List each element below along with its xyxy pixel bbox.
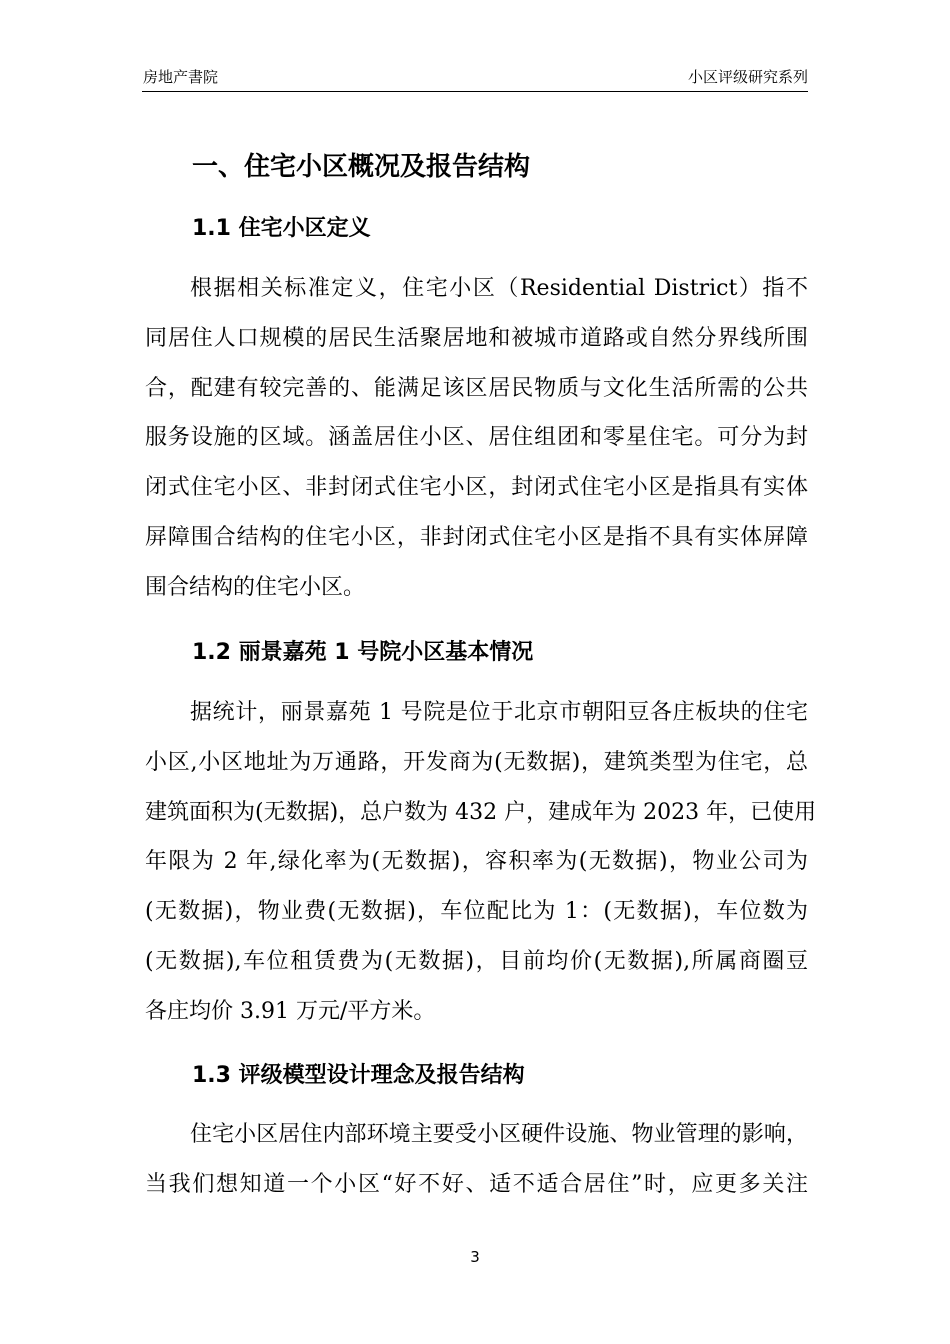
paragraph-line: 各庄均价 3.91 万元/平方米。 — [145, 998, 436, 1024]
paragraph-line: 服务设施的区域。涵盖居住小区、居住组团和零星住宅。可分为封 — [145, 425, 808, 451]
paragraph-line: 合，配建有较完善的、能满足该区居民物质与文化生活所需的公共 — [145, 375, 808, 401]
paragraph-line: 围合结构的住宅小区。 — [145, 574, 366, 600]
page-number: 3 — [470, 1248, 480, 1266]
header-rule — [142, 91, 808, 92]
paragraph-line: (无数据)，物业费(无数据)，车位配比为 1：(无数据)，车位数为 — [145, 899, 808, 925]
header-right: 小区评级研究系列 — [687, 68, 808, 86]
paragraph-line: 据统计，丽景嘉苑 1 号院是位于北京市朝阳豆各庄板块的住宅 — [190, 700, 808, 725]
paragraph-line: 建筑面积为(无数据)，总户数为 432 户，建成年为 2023 年，已使用 — [145, 799, 817, 825]
paragraph-line: 根据相关标准定义，住宅小区（Residential District）指不 — [190, 276, 808, 301]
paragraph-line: 闭式住宅小区、非封闭式住宅小区，封闭式住宅小区是指具有实体 — [145, 475, 808, 501]
paragraph-line: 同居住人口规模的居民生活聚居地和被城市道路或自然分界线所围 — [145, 325, 808, 351]
section-heading: 1.1 住宅小区定义 — [192, 216, 371, 241]
paragraph-line: 当我们想知道一个小区“好不好、适不适合居住”时，应更多关注 — [145, 1171, 808, 1197]
paragraph-line: 年限为 2 年,绿化率为(无数据)，容积率为(无数据)，物业公司为 — [145, 849, 808, 875]
paragraph-line: 屏障围合结构的住宅小区，非封闭式住宅小区是指不具有实体屏障 — [145, 525, 808, 550]
section-heading: 1.3 评级模型设计理念及报告结构 — [192, 1063, 525, 1088]
paragraph-line: 住宅小区居住内部环境主要受小区硬件设施、物业管理的影响， — [190, 1122, 808, 1147]
header-left: 房地产書院 — [143, 68, 219, 86]
section-heading: 1.2 丽景嘉苑 1 号院小区基本情况 — [192, 640, 534, 665]
chapter-title: 一、住宅小区概况及报告结构 — [192, 152, 531, 182]
paragraph-line: 小区,小区地址为万通路，开发商为(无数据)，建筑类型为住宅，总 — [145, 749, 808, 775]
paragraph-line: (无数据),车位租赁费为(无数据)，目前均价(无数据),所属商圈豆 — [145, 949, 808, 974]
